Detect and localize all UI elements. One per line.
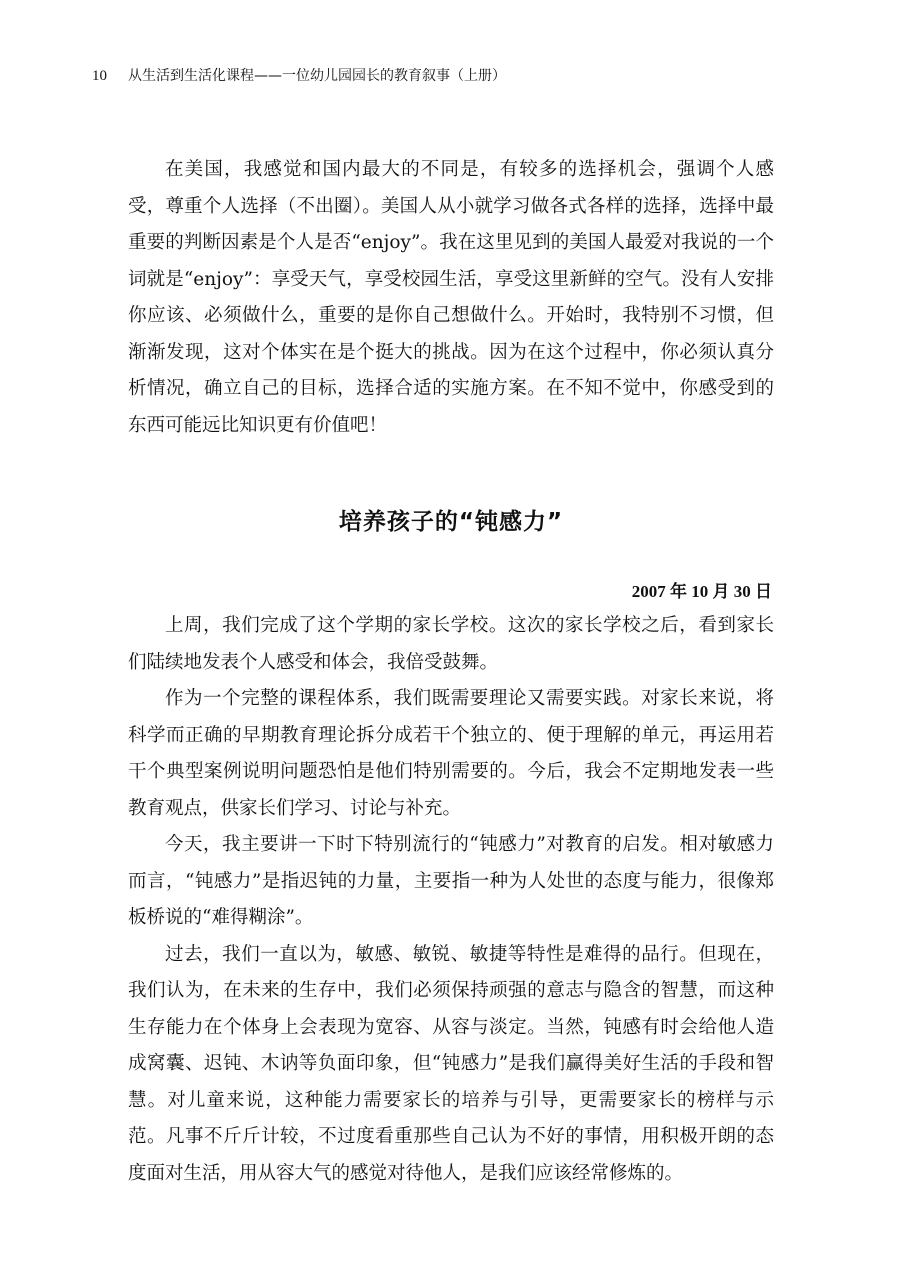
article-body [128,608,774,1192]
running-title: 从生活到生活化课程——一位幼儿园园长的教育叙事（上册） [128,68,506,84]
article-paragraph: 作为一个完整的课程体系，我们既需要理论又需要实践。对家长来说，将科学而正确的早期教育理论拆分成若干个独立的、便于理解的单元，再运用若干个典型案例说明问题恐怕是他们特别需要的。今后，我会不定期地发表一些教育观点，供家长们学习、讨论与补充。 [128,688,774,819]
article-paragraph: 今天，我主要讲一下时下特别流行的“钝感力”对教育的启发。相对敏感力而言，“钝感力”是指迟钝的力量，主要指一种为人处世的态度与能力，很像郑板桥说的“难得糊涂”。 [128,834,774,928]
article-paragraph: 上周，我们完成了这个学期的家长学校。这次的家长学校之后，看到家长们陆续地发表个人感受和体会，我倍受鼓舞。 [128,615,774,673]
intro-paragraph: 在美国，我感觉和国内最大的不同是，有较多的选择机会，强调个人感受，尊重个人选择（不出圈）。美国人从小就学习做各式各样的选择，选择中最重要的判断因素是个人是否“enjoy”。我在这里见到的美国人最爱对我说的一个词就是“enjoy”：享受天气，享受校园生活，享受这里新鲜的空气。没有人安排你应该、必须做什么，重要的是你自己想做什么。开始时，我特别不习惯，但渐渐发现，这对个体实在是个挺大的挑战。因为在这个过程中，你必须认真分析情况，确立自己的目标，选择合适的实施方案。在不知不觉中，你感受到的东西可能远比知识更有价值吧！ [128,159,774,436]
article-paragraph: 过去，我们一直以为，敏感、敏锐、敏捷等特性是难得的品行。但现在，我们认为，在未来的生存中，我们必须保持顽强的意志与隐含的智慧，而这种生存能力在个体身上会表现为宽容、从容与淡定。当然，钝感有时会给他人造成窝囊、迟钝、木讷等负面印象，但“钝感力”是我们赢得美好生活的手段和智慧。对儿童来说，这种能力需要家长的培养与引导，更需要家长的榜样与示范。凡事不斤斤计较，不过度看重那些自己认为不好的事情，用积极开朗的态度面对生活，用从容大气的感觉对待他人，是我们应该经常修炼的。 [128,943,774,1184]
running-header [92,66,792,86]
article-date: 2007 年 10 月 30 日 [631,582,772,601]
article-title: 培养孩子的“钝感力” [338,509,564,535]
intro-section [128,152,774,444]
page-number: 10 [92,68,107,84]
